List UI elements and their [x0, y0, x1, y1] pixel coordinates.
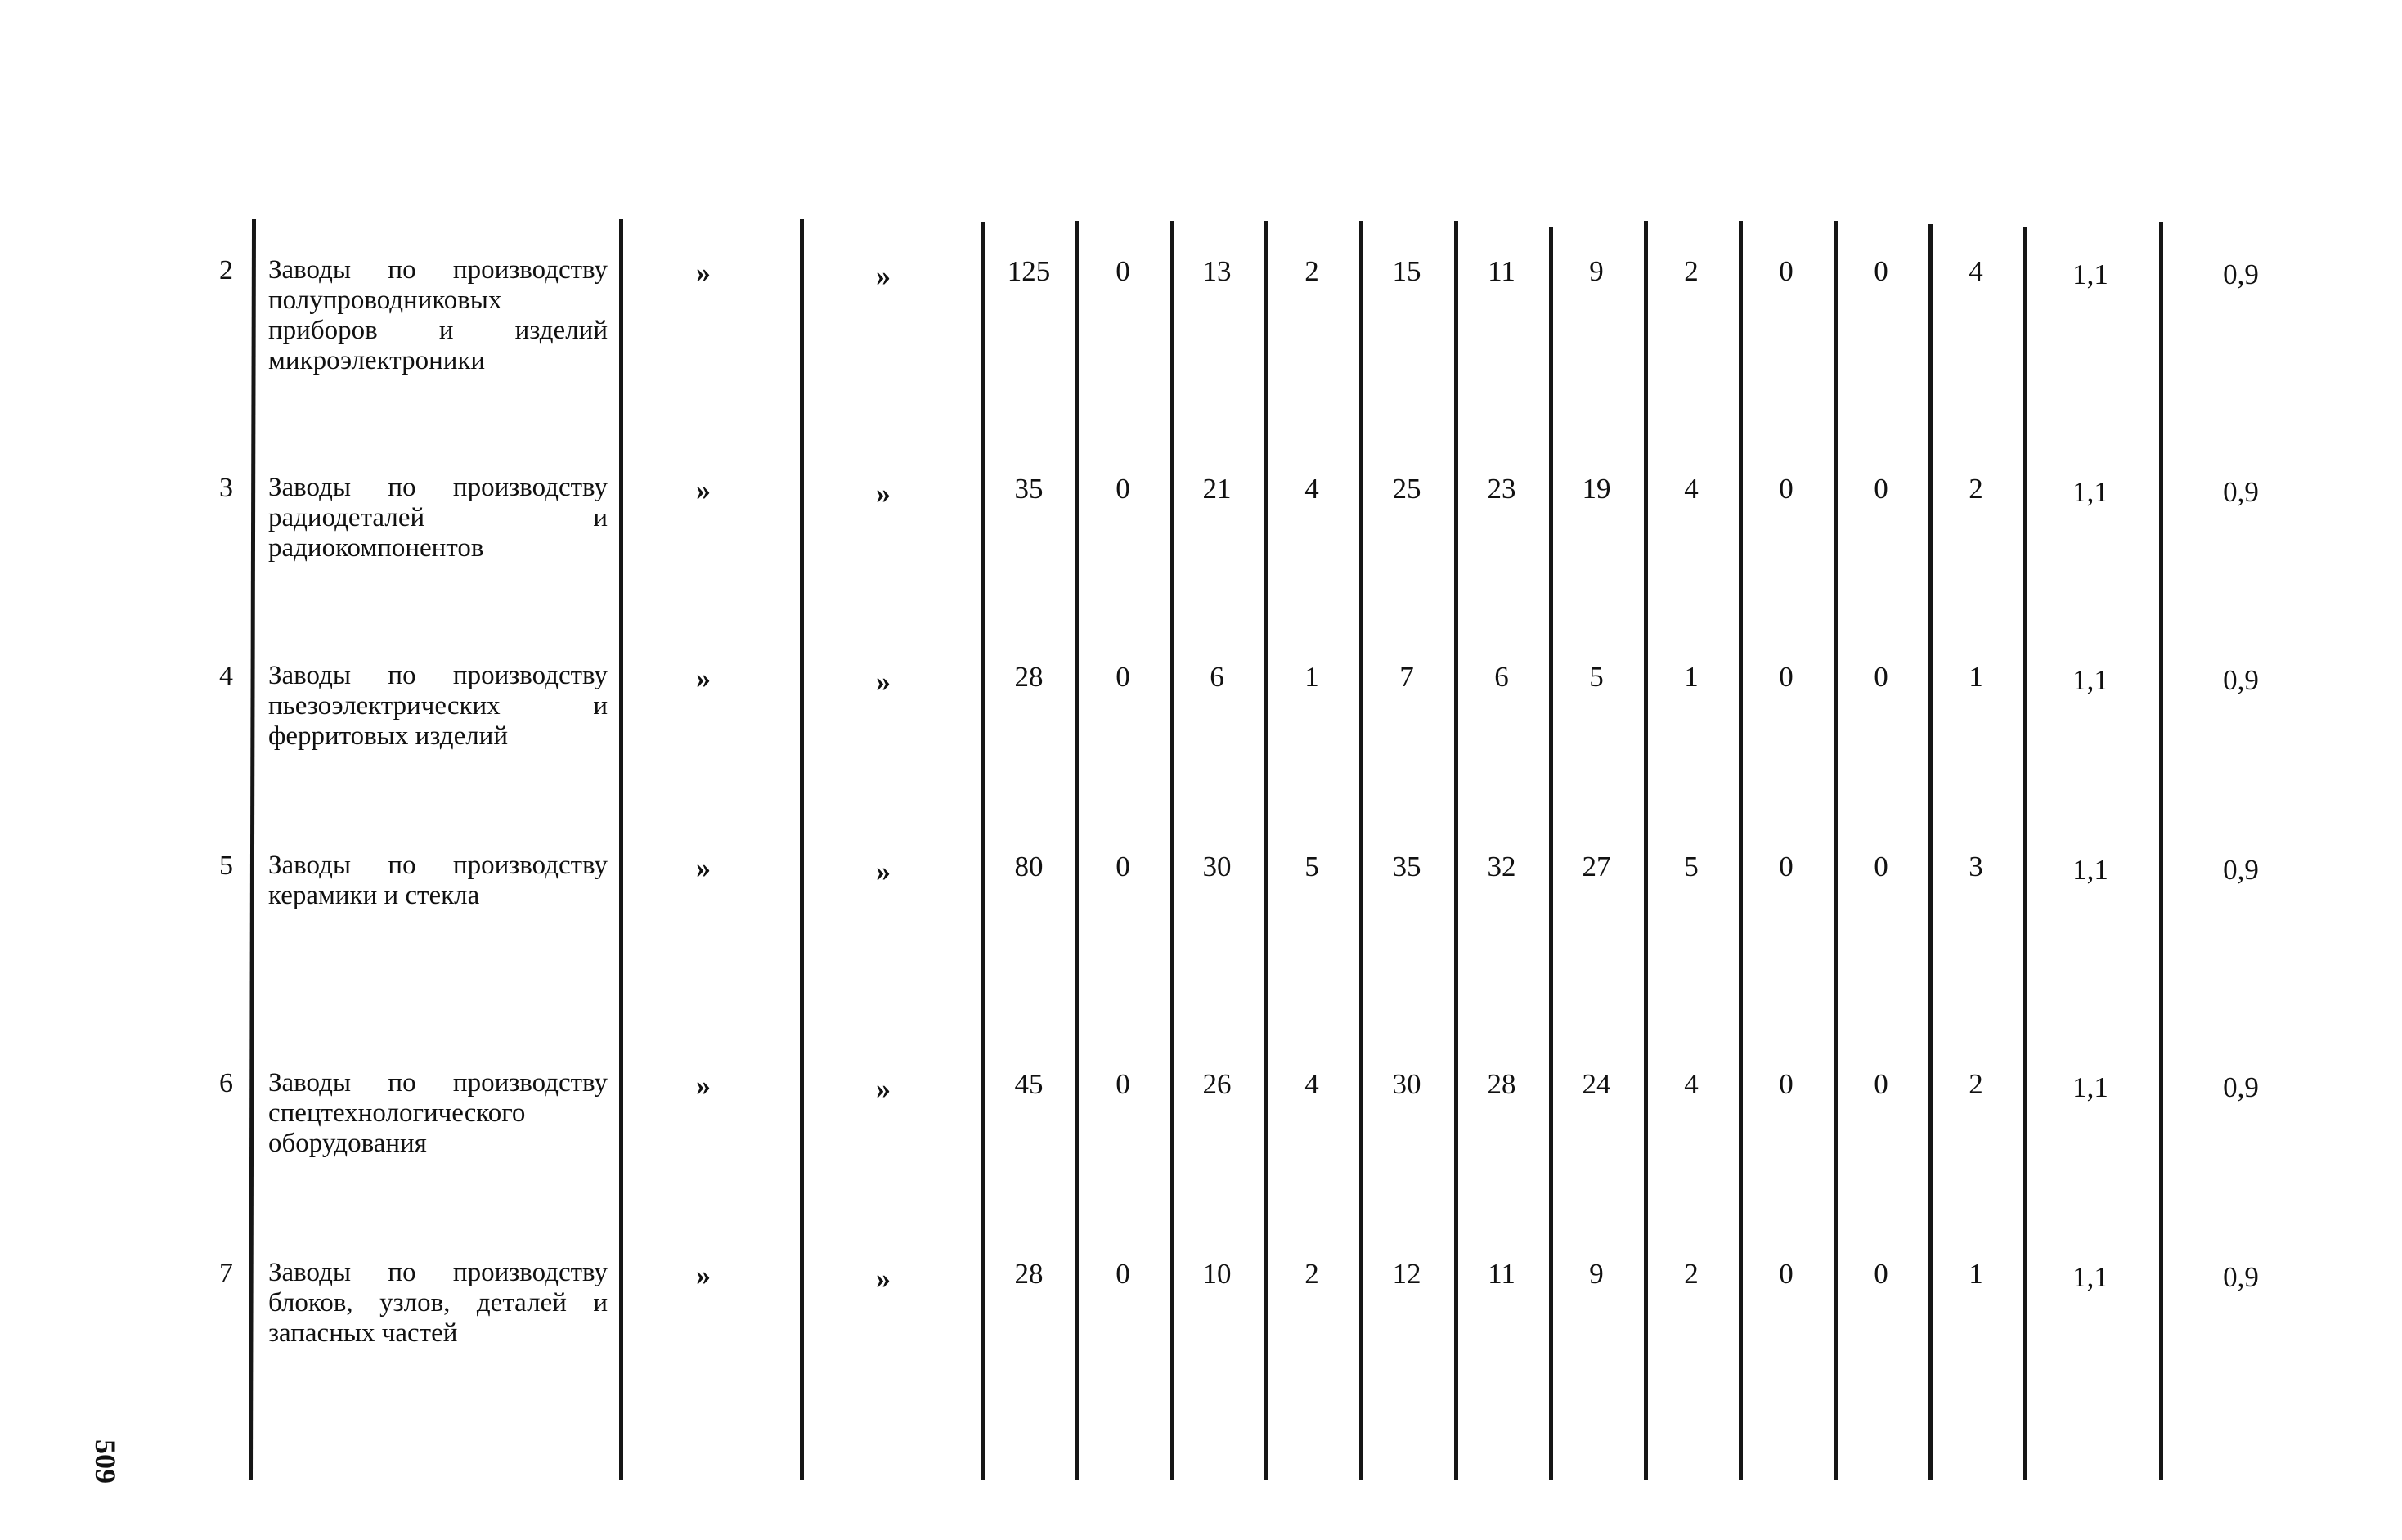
column-rule	[1644, 221, 1648, 1480]
value-cell: 0,9	[2223, 664, 2259, 696]
value-cell: 4	[1304, 1068, 1319, 1100]
column-rule	[1170, 221, 1174, 1480]
value-cell: 125	[1007, 255, 1051, 287]
value-cell: 1,1	[2072, 854, 2108, 886]
value-cell: 1,1	[2072, 476, 2108, 508]
value-cell: 0	[1116, 255, 1130, 287]
column-rule	[619, 219, 623, 1480]
ditto-mark: »	[876, 855, 891, 887]
value-cell: 24	[1582, 1068, 1611, 1100]
value-cell: 11	[1488, 1258, 1515, 1290]
value-cell: 1,1	[2072, 1071, 2108, 1103]
column-rule	[1359, 221, 1363, 1480]
value-cell: 5	[1589, 661, 1604, 693]
value-cell: 0	[1874, 661, 1888, 693]
value-cell: 0	[1874, 255, 1888, 287]
value-cell: 28	[1487, 1068, 1516, 1100]
value-cell: 30	[1392, 1068, 1421, 1100]
value-cell: 0	[1779, 851, 1794, 882]
column-rule	[800, 219, 804, 1480]
value-cell: 0	[1116, 473, 1130, 505]
row-description: Заводы по производству радиодеталей и радиокомпонентов	[268, 473, 608, 563]
ditto-mark: »	[696, 1259, 711, 1291]
value-cell: 9	[1589, 1258, 1604, 1290]
column-rule	[1928, 224, 1933, 1480]
row-number: 5	[219, 851, 233, 881]
ditto-mark: »	[696, 851, 711, 884]
value-cell: 0	[1874, 473, 1888, 505]
value-cell: 7	[1399, 661, 1414, 693]
value-cell: 0	[1779, 1258, 1794, 1290]
value-cell: 1,1	[2072, 664, 2108, 696]
row-number: 2	[219, 255, 233, 285]
value-cell: 0	[1874, 1258, 1888, 1290]
column-rule	[1454, 221, 1458, 1480]
value-cell: 6	[1210, 661, 1224, 693]
value-cell: 28	[1014, 1258, 1044, 1290]
row-number: 7	[219, 1258, 233, 1288]
page-number: 509	[89, 1439, 122, 1484]
value-cell: 1	[1304, 661, 1319, 693]
value-cell: 4	[1969, 255, 1983, 287]
value-cell: 0,9	[2223, 1261, 2259, 1293]
value-cell: 2	[1684, 255, 1699, 287]
value-cell: 5	[1684, 851, 1699, 882]
value-cell: 1,1	[2072, 258, 2108, 290]
ditto-mark: »	[876, 1262, 891, 1295]
value-cell: 0	[1116, 661, 1130, 693]
row-description: Заводы по производству пьезоэлектрических и ферритовых изделий	[268, 661, 608, 751]
value-cell: 10	[1202, 1258, 1232, 1290]
value-cell: 35	[1014, 473, 1044, 505]
value-cell: 26	[1202, 1068, 1232, 1100]
value-cell: 0	[1779, 473, 1794, 505]
column-rule	[981, 222, 985, 1480]
ditto-mark: »	[696, 474, 711, 506]
column-rule	[1075, 221, 1079, 1480]
ditto-mark: »	[696, 256, 711, 289]
value-cell: 1	[1969, 1258, 1983, 1290]
value-cell: 0,9	[2223, 258, 2259, 290]
value-cell: 2	[1969, 473, 1983, 505]
column-rule	[1549, 227, 1553, 1480]
value-cell: 0	[1874, 851, 1888, 882]
value-cell: 0	[1874, 1068, 1888, 1100]
value-cell: 5	[1304, 851, 1319, 882]
value-cell: 25	[1392, 473, 1421, 505]
ditto-mark: »	[876, 259, 891, 292]
ditto-mark: »	[876, 1072, 891, 1105]
ditto-mark: »	[876, 477, 891, 510]
value-cell: 0	[1116, 851, 1130, 882]
column-rule	[2023, 227, 2027, 1480]
value-cell: 30	[1202, 851, 1232, 882]
value-cell: 4	[1684, 1068, 1699, 1100]
ditto-mark: »	[696, 662, 711, 694]
value-cell: 15	[1392, 255, 1421, 287]
value-cell: 21	[1202, 473, 1232, 505]
value-cell: 13	[1202, 255, 1232, 287]
value-cell: 1,1	[2072, 1261, 2108, 1293]
value-cell: 4	[1304, 473, 1319, 505]
column-rule	[2159, 222, 2163, 1480]
value-cell: 23	[1487, 473, 1516, 505]
value-cell: 1	[1684, 661, 1699, 693]
column-rule	[249, 219, 256, 1480]
column-rule	[1264, 221, 1268, 1480]
ditto-mark: »	[696, 1069, 711, 1102]
row-number: 6	[219, 1068, 233, 1098]
row-description: Заводы по производству спецтехнологического оборудования	[268, 1068, 608, 1158]
row-description: Заводы по производству керамики и стекла	[268, 851, 608, 910]
column-rule	[1739, 221, 1743, 1480]
value-cell: 2	[1304, 255, 1319, 287]
value-cell: 0	[1779, 1068, 1794, 1100]
value-cell: 2	[1304, 1258, 1319, 1290]
value-cell: 0,9	[2223, 476, 2259, 508]
value-cell: 0,9	[2223, 1071, 2259, 1103]
ditto-mark: »	[876, 665, 891, 698]
value-cell: 12	[1392, 1258, 1421, 1290]
row-description: Заводы по производству блоков, узлов, деталей и запасных частей	[268, 1258, 608, 1348]
value-cell: 9	[1589, 255, 1604, 287]
value-cell: 0	[1116, 1258, 1130, 1290]
value-cell: 0	[1116, 1068, 1130, 1100]
value-cell: 27	[1582, 851, 1611, 882]
row-number: 3	[219, 473, 233, 503]
value-cell: 0,9	[2223, 854, 2259, 886]
row-description: Заводы по производству полупроводниковых приборов и изделий микроэлектроники	[268, 255, 608, 375]
value-cell: 35	[1392, 851, 1421, 882]
value-cell: 2	[1969, 1068, 1983, 1100]
value-cell: 2	[1684, 1258, 1699, 1290]
value-cell: 32	[1487, 851, 1516, 882]
row-number: 4	[219, 661, 233, 691]
value-cell: 0	[1779, 255, 1794, 287]
value-cell: 1	[1969, 661, 1983, 693]
value-cell: 6	[1494, 661, 1509, 693]
value-cell: 4	[1684, 473, 1699, 505]
value-cell: 19	[1582, 473, 1611, 505]
value-cell: 11	[1488, 255, 1515, 287]
value-cell: 28	[1014, 661, 1044, 693]
value-cell: 3	[1969, 851, 1983, 882]
value-cell: 0	[1779, 661, 1794, 693]
column-rule	[1834, 221, 1838, 1480]
value-cell: 45	[1014, 1068, 1044, 1100]
value-cell: 80	[1014, 851, 1044, 882]
